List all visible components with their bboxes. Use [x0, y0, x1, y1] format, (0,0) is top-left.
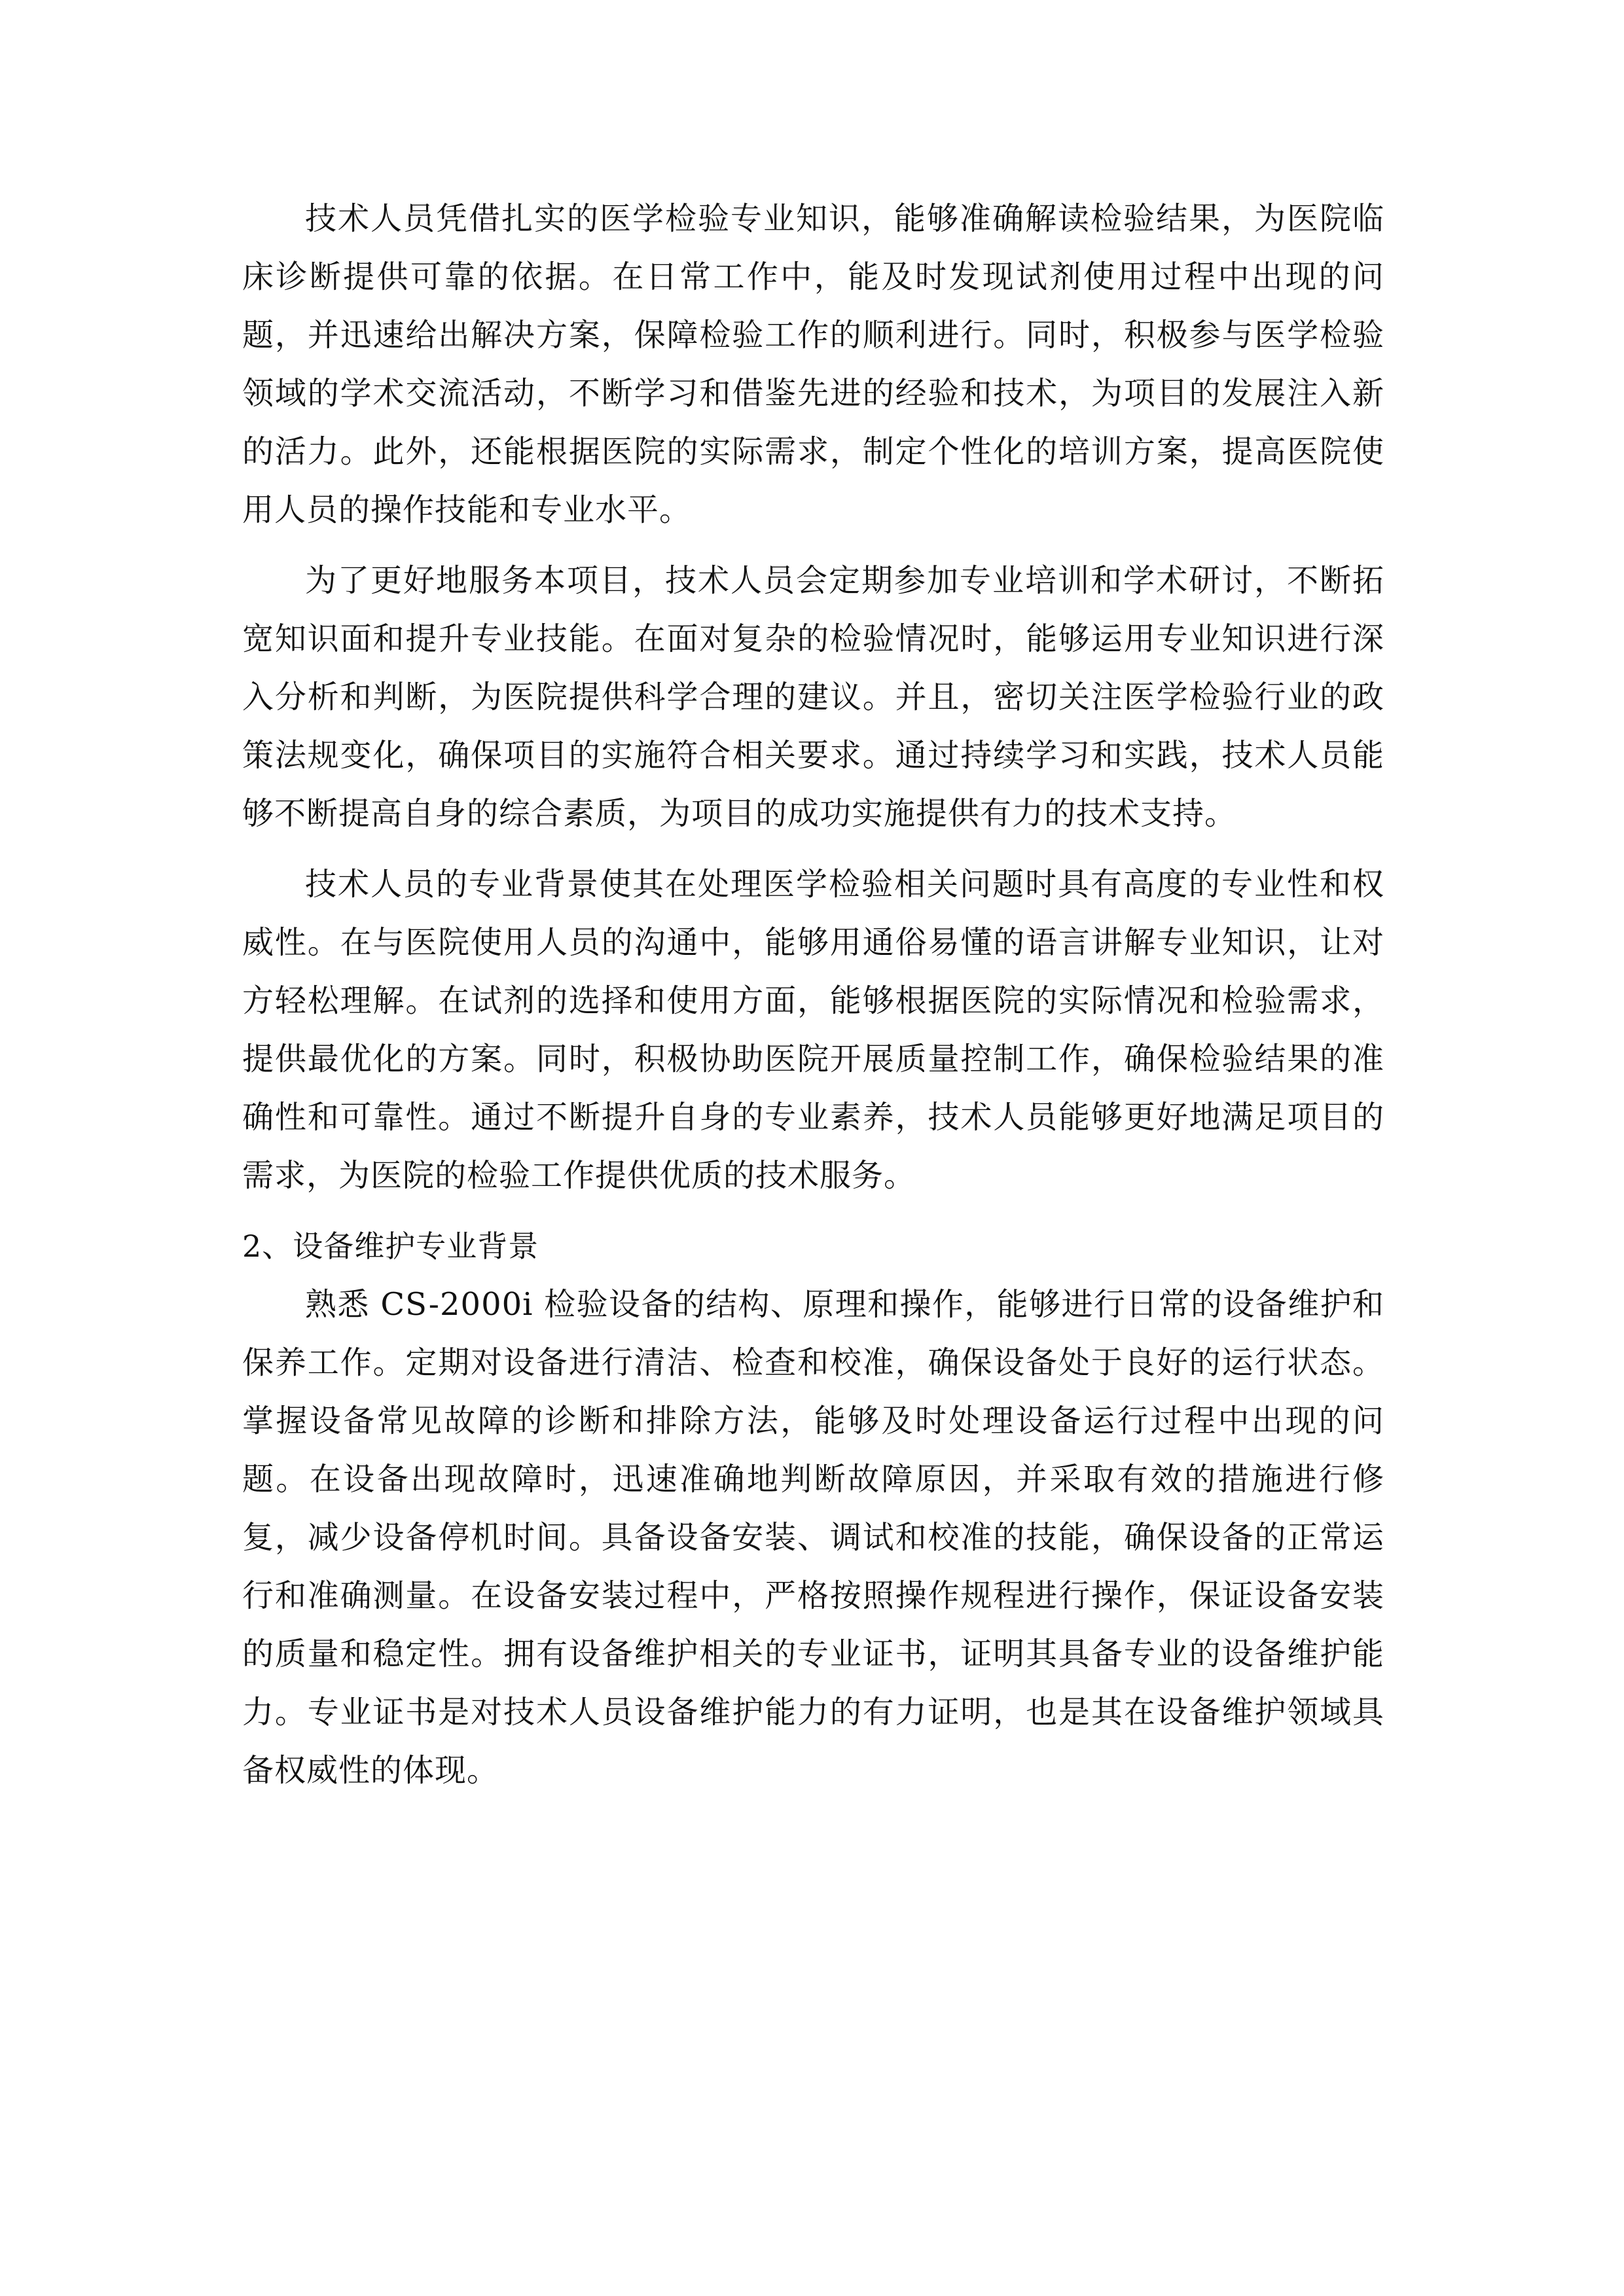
section-heading: 2、设备维护专业背景 [242, 1229, 539, 1264]
body-paragraph: 熟悉 CS-2000i 检验设备的结构、原理和操作，能够进行日常的设备维护和保养工作。定期对设备进行清洁、检查和校准，确保设备处于良好的运行状态。掌握设备常见故障的诊断和排除方法，能够及时处理设备运行过程中出现的问题。在设备出现故障时，迅速准确地判断故障原因，并采取有效的措施进行修复，减少设备停机时间。具备设备安装、调试和校准的技能，确保设备的正常运行和准确测量。在设备安装过程中，严格按照操作规程进行操作，保证设备安装的质量和稳定性。拥有设备维护相关的专业证书，证明其具备专业的设备维护能力。专业证书是对技术人员设备维护能力的有力证明，也是其在设备维护领域具备权威性的体现。 [242, 1286, 1384, 1789]
body-paragraph: 技术人员凭借扎实的医学检验专业知识，能够准确解读检验结果，为医院临床诊断提供可靠的依据。在日常工作中，能及时发现试剂使用过程中出现的问题，并迅速给出解决方案，保障检验工作的顺利进行。同时，积极参与医学检验领域的学术交流活动，不断学习和借鉴先进的经验和技术，为项目的发展注入新的活力。此外，还能根据医院的实际需求，制定个性化的培训方案，提高医院使用人员的操作技能和专业水平。 [242, 200, 1384, 528]
document-page [242, 190, 1384, 1800]
body-paragraph: 技术人员的专业背景使其在处理医学检验相关问题时具有高度的专业性和权威性。在与医院使用人员的沟通中，能够用通俗易懂的语言讲解专业知识，让对方轻松理解。在试剂的选择和使用方面，能够根据医院的实际情况和检验需求，提供最优化的方案。同时，积极协助医院开展质量控制工作，确保检验结果的准确性和可靠性。通过不断提升自身的专业素养，技术人员能够更好地满足项目的需求，为医院的检验工作提供优质的技术服务。 [242, 866, 1384, 1194]
body-paragraph: 为了更好地服务本项目，技术人员会定期参加专业培训和学术研讨，不断拓宽知识面和提升专业技能。在面对复杂的检验情况时，能够运用专业知识进行深入分析和判断，为医院提供科学合理的建议。并且，密切关注医学检验行业的政策法规变化，确保项目的实施符合相关要求。通过持续学习和实践，技术人员能够不断提高自身的综合素质，为项目的成功实施提供有力的技术支持。 [242, 562, 1384, 832]
